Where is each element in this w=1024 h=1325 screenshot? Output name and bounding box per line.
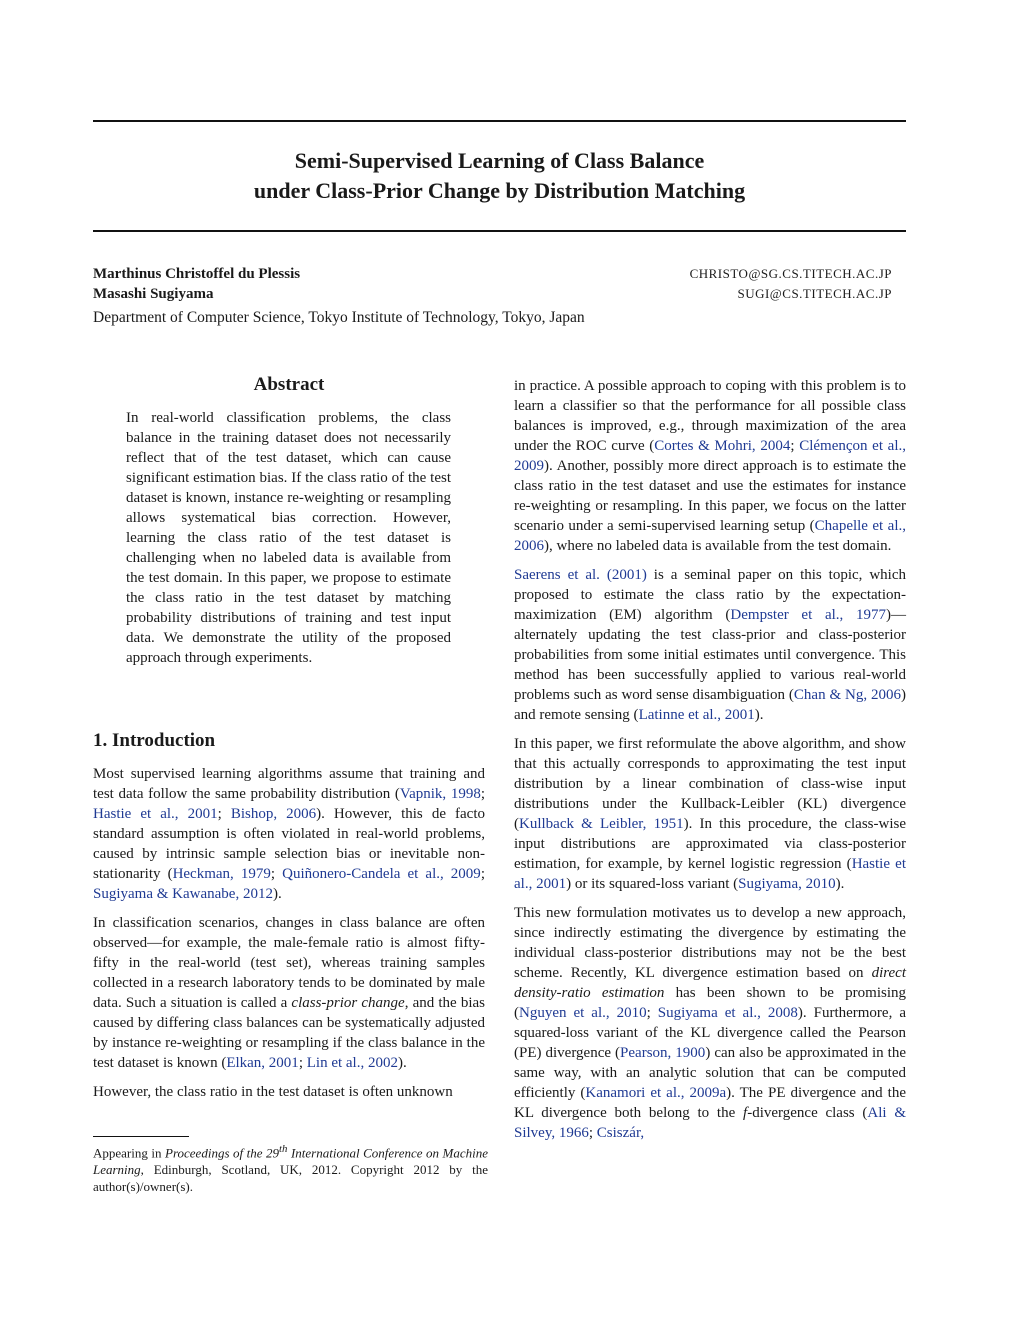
paper-title — [93, 146, 906, 206]
citation-link[interactable]: Nguyen et al., 2010 — [519, 1005, 647, 1021]
paragraph: In this paper, we first reformulate the above algorithm, and show that this actually corresponds to approximating the test input distribution by a linear combination of class-wise input distributions under the Kullback-Leibler (KL) divergence (Kullback & Leibler, 1951). In this procedure, the class-wise input distributions are approximated via class-posterior estimation, for example, by kernel logistic regression (Hastie et al., 2001) or its squared-loss variant (Sugiyama, 2010). — [514, 736, 906, 892]
author-name-2: Masashi Sugiyama — [93, 286, 214, 302]
citation-link[interactable]: Vapnik, 1998 — [399, 786, 481, 802]
paragraph: in practice. A possible approach to coping with this problem is to learn a classifier so that the performance for all possible class balances is improved, e.g., through maximization of the area under the ROC curve (Cortes & Mohri, 2004; Clémençon et al., 2009). Another, possibly more direct approach is to estimate the class ratio in the test dataset and use the estimates for instance re-weighting or resampling. In this paper, we focus on the latter scenario under a semi-supervised learning setup (Chapelle et al., 2006), where no labeled data is available from the test domain. — [514, 378, 906, 554]
citation-link[interactable]: Chapelle et al., 2006 — [514, 518, 906, 554]
title-line-1: Semi-Supervised Learning of Class Balance — [294, 148, 705, 173]
citation-link[interactable]: Pearson, 1900 — [620, 1045, 706, 1061]
citation-link[interactable]: Hastie et al., 2001 — [514, 856, 906, 892]
author-email-1[interactable]: CHRISTO@SG.CS.TITECH.AC.JP — [689, 266, 892, 281]
citation-link[interactable]: Saerens et al. (2001) — [514, 567, 647, 583]
title-bottom-rule — [93, 230, 906, 232]
abstract-heading: Abstract — [253, 374, 325, 395]
citation-link[interactable]: Elkan, 2001 — [226, 1055, 299, 1071]
footnote: Appearing in Proceedings of the 29th International Conference on Machine Learning, Edinburgh, Scotland, UK, 2012. Copyright 2012 by the author(s)/owner(s). — [93, 1143, 488, 1195]
citation-link[interactable]: Latinne et al., 2001 — [638, 707, 755, 723]
citation-link[interactable]: Kullback & Leibler, 1951 — [519, 816, 684, 832]
paragraph: Most supervised learning algorithms assume that training and test data follow the same probability distribution (Vapnik, 1998; Hastie et al., 2001; Bishop, 2006). However, this de facto standard assumption is often violated in real-world problems, caused by intrinsic sample selection bias or inevitable non-stationarity (Heckman, 1979; Quiñonero-Candela et al., 2009; Sugiyama & Kawanabe, 2012). — [93, 766, 486, 902]
footnote-rule — [93, 1136, 189, 1137]
abstract-text: In real-world classification problems, the class balance in the training dataset does not necessarily reflect that of the test dataset, which can cause significant estimation bias. If the class ratio of the test dataset is known, instance re-weighting or resampling allows systematical bias correction. However, learning the class ratio of the test dataset is challenging when no labeled data is available from the test domain. In this paper, we propose to estimate the class ratio in the test dataset by matching probability distributions of training and test input data. We demonstrate the utility of the proposed approach through experiments. — [126, 410, 451, 666]
citation-link[interactable]: Ali & Silvey, 1966 — [514, 1105, 907, 1141]
citation-link[interactable]: Cortes & Mohri, 2004 — [654, 438, 791, 454]
citation-link[interactable]: Clémençon et al., 2009 — [514, 438, 906, 474]
section-heading-introduction: 1. Introduction — [93, 730, 216, 751]
paragraph: However, the class ratio in the test dataset is often unknown — [93, 1084, 453, 1100]
citation-link[interactable]: Lin et al., 2002 — [306, 1055, 398, 1071]
citation-link[interactable]: Heckman, 1979 — [172, 866, 271, 882]
citation-link[interactable]: Quiñonero-Candela et al., 2009 — [282, 866, 481, 882]
author-email-2[interactable]: SUGI@CS.TITECH.AC.JP — [737, 286, 892, 301]
citation-link[interactable]: Chan & Ng, 2006 — [793, 687, 901, 703]
citation-link[interactable]: Sugiyama et al., 2008 — [657, 1005, 798, 1021]
citation-link[interactable]: Kanamori et al., 2009a — [585, 1085, 727, 1101]
affiliation: Department of Computer Science, Tokyo Institute of Technology, Tokyo, Japan — [93, 309, 585, 326]
citation-link[interactable]: Csiszár, — [596, 1125, 645, 1141]
citation-link[interactable]: Sugiyama, 2010 — [738, 876, 836, 892]
paragraph: In classification scenarios, changes in class balance are often observed—for example, the male-female ratio is almost fifty-fifty in the real-world (test set), whereas training samples collected in a research laboratory tends to be dominated by male data. Such a situation is called a class-prior change, and the bias caused by differing class balances can be systematically adjusted by instance re-weighting or resampling if the class balance in the test dataset is known (Elkan, 2001; Lin et al., 2002). — [93, 915, 485, 1071]
title-line-2: under Class-Prior Change by Distribution Matching — [253, 178, 746, 203]
right-column — [514, 376, 906, 1152]
author-name-1: Marthinus Christoffel du Plessis — [93, 266, 301, 282]
left-column — [93, 764, 485, 1111]
paragraph: Saerens et al. (2001) is a seminal paper on this topic, which proposed to estimate the class ratio by the expectation-maximization (EM) algorithm (Dempster et al., 1977)—alternately updating the test class-prior and class-posterior probabilities from some initial estimates until convergence. This method has been successfully applied to various real-world problems such as word sense disambiguation (Chan & Ng, 2006) and remote sensing (Latinne et al., 2001). — [514, 567, 906, 723]
paragraph: This new formulation motivates us to develop a new approach, since indirectly estimating the divergence by estimating the individual class-posterior distributions may not be the best scheme. Recently, KL divergence estimation based on direct density-ratio estimation has been shown to be promising (Nguyen et al., 2010; Sugiyama et al., 2008). Furthermore, a squared-loss variant of the KL divergence called the Pearson (PE) divergence (Pearson, 1900) can also be approximated in the same way, with an analytic solution that can be computed efficiently (Kanamori et al., 2009a). The PE divergence and the KL divergence both belong to the f-divergence class (Ali & Silvey, 1966; Csiszár, — [514, 905, 907, 1141]
citation-link[interactable]: Hastie et al., 2001 — [93, 806, 218, 822]
citation-link[interactable]: Bishop, 2006 — [230, 806, 317, 822]
top-rule — [93, 120, 906, 122]
citation-link[interactable]: Sugiyama & Kawanabe, 2012 — [93, 886, 273, 902]
citation-link[interactable]: Dempster et al., 1977 — [730, 607, 886, 623]
